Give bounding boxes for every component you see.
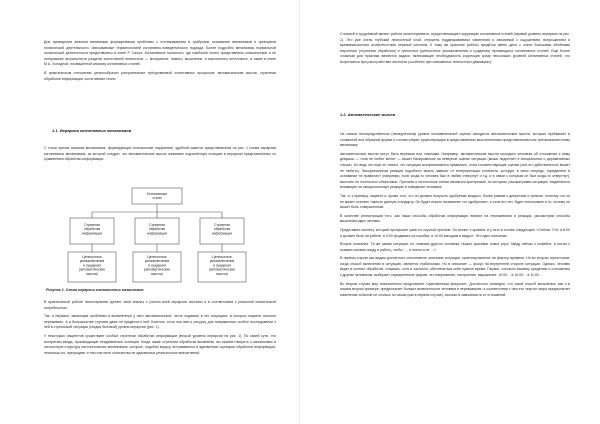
- left-paragraph-2: В практическом отношении целесообразно разграничение трёхуровневой когнитивных процессов: автоматические мысли, стратегии обработки информации, когнитивные стили.: [44, 70, 276, 81]
- strategy-label-2: Стратегии обработки информации: [146, 223, 168, 236]
- left-paragraph-1: Для проведения анализа механизма формирования проблемы с отслеживанием в трибунале понимание механизмов и принципов психической деятельности, описываемые терминологией когнитивно-поведенческого подхода. Более подробно механизмы нормальной психической деятельности представлены в книге Р. Салли. Когнитивные психологи, где наиболее полно представлены классические и не потерявшие актуальности разделы когнитивной психологии — восприятие, память, мышление, и мысленного интеллекта, а также в книге М.А. Холодной, посвящённой анализу когнитивных стилей.: [44, 40, 276, 67]
- hierarchy-diagram-svg: [62, 186, 252, 286]
- left-paragraph-3: С точки зрения анализа механизмов, формирующих психические нарушения, удобной кажется представленная на рис. 1 схема иерархии когнитивных механизмов, из которой следует, что автоматические мысли занимают подчинённую позицию в иерархии представленных со сравнением обработки информации.: [44, 146, 276, 162]
- thoughts-label-2: Ценностные умозаключения и суждения (автоматические мысли): [143, 255, 171, 276]
- left-paragraph-4: В практической работе психотерапевт делает свой анализ с учетом всей иерархии системы и в соответствии с реальной клинической потребностью.: [44, 300, 276, 310]
- figure-caption: Рисунок 1. Схема иерархии когнитивных механизмов: [46, 288, 144, 292]
- right-paragraph-2: На самом непосредственном (немедленном) уровне познавательной оценки находится автоматические мысли, которые пребывают в словесной или образной форме и соответствуют существующим в представлениях мыслительным представлениям или трёхкомпонентному механизму.: [340, 132, 570, 148]
- right-paragraph-3: Автоматические мысли могут быть верными или ложными. Например, автоматические мысли молодого человека об отношении к нему девушки — «она не любит меня» — может базироваться на неверной оценке ситуации (мышь недостаёт в специальных и деривативных точках). Но ведь это ещё не значит, что ситуация воспринимается правильно, если соответствующие оценки (она его действительно может не любить). Эмоциональная реакция подобного мысль зависит от интерпретации контекста, которую, в свою очередь, определяют в основании «в правилах» (например, если когда-то человек был в любви отвергнут и т.д. и в связи с которым он был когда-то отвергнут), мыслить не полностью объективно. Причины и личностные схемы являются критериями, по которым, рассматривая ситуацию, выделяются влияющие на эмоциональную реакцию и поведение человека.: [340, 151, 570, 190]
- right-paragraph-9: Во втором случае мир показательно представлен «чувственным фокусом». Достаточно очевидно, что такой способ мышления, как и в нашем втором примере, предполагает больше включенности человека в переживания, и соответствии с чем его «карта» мира предполагает изменение событий не столько по часам (как в первом случае), сколько в зависимости от отношений.: [340, 281, 570, 297]
- cognitive-styles-label: Когнитивные стили: [146, 192, 168, 201]
- right-column: [340, 32, 570, 66]
- left-paragraph-5: Так, и неравно, являющие проблемы и выявленную у него автоматической, легче подавать в тех ситуациях, в которых пациент склонен переживать. А в большинстве случаев даже не придётся к ней. Конечно, если они ими к ресурсу для направления особое исследование к ней в стрессовой ситуации (стадия бытовой) уровня иерархии (рис. 1).: [44, 314, 276, 330]
- right-paragraph-6: Представьте коллегу, который пропускает ужин по скучной причине. Он встает с кровати, в у него в голове следующее: «Сейчас 7:00, в 8:00 я должен быть на работе, в 9:00 продавать на коробка, а 14:00 выходим в ведро». Это одно описание.: [340, 227, 570, 238]
- right-column-2: [340, 132, 570, 298]
- section-heading-1-2: 1.2. Автоматические мысли: [340, 112, 396, 117]
- strategy-label-1: Стратегии обработки информации: [81, 223, 103, 236]
- right-paragraph-1: Сложной и трудоёмкой являет работа психотерапевта, осуществляющего коррекцию когнитивных стилей (первый уровень иерархии на рис. 1). Это уже очень глубокий личностный слой, стержень поддерживаемых изменения и связанный с ощущением, вопрошанием и времявыношения особенностями нервной системы. К тому же практике работы придётся иметь дело с очень большими объёмами изученных (стратегии обработки) и третичных (ценностные умозаключения и суждения) производных когнитивных стилей. Еще более сложным для практики являются задачи, включающие необходимость коррекции сразу нескольких уровней когнитивных стилей, что встречается при расстройствах личности (особенно при смешанных личностных девиациях).: [340, 32, 570, 64]
- right-paragraph-5: В качестве иллюстрации того, как наши способы обработки информации влияют на переживания и реакции, рассмотрим способы мышления двух человек.: [340, 213, 570, 224]
- left-column-2: [44, 146, 276, 163]
- left-column: [44, 40, 276, 82]
- right-page: [300, 0, 600, 424]
- left-paragraph-6: У некоторых пациентов существуют особые стратегии обработки информации (второй уровень иерархии на рис. 1). По своей сути, это алгоритмы ввода, производящие неадекватные когниции. Когда также стратегии обработки выявлены, вы можем говорить о механизмах в личностную структуру патологических механизмов, которые, подобно вирусу, встраиваются в адекватные сценарии обработки информации, несколько их, преращают и тем или иное количество не адекватных реальностью впечатлений.: [44, 333, 276, 355]
- right-paragraph-8: В первом случае мы видим достаточно сенситивное описание ситуации, ориентированное на фактор времени. Но во втором хронотопом, когда способ включения в ситуацию, является стабильным. Но в описание — фокус на внутренней стороне ситуации. Однако, человек ведет в контакт обработки, стараясь, хотя и частично, обеспечиться себе нужное время. Первое, согласно вашему суждению и отношению к другим человеком, выбирает определенные формы: это напряжение, настроение, выражение: 10:00… в 10:00… в 11:00…: [340, 256, 570, 278]
- thoughts-label-3: Ценностные умозаключения и суждения (автоматические мысли): [208, 255, 236, 276]
- right-paragraph-7: Второе описание. Та же самая ситуация, но главным другого человека «Какое красивое новое утро! Зайду сейчас к кофейне, а потом с новыми силами поиду в работу, чтобы …, и потом я не …»: [340, 242, 570, 252]
- section-heading-1-1: 1.1. Иерархия когнитивных механизмов: [52, 128, 132, 133]
- hierarchy-diagram: [62, 186, 252, 286]
- strategy-label-3: Стратегии обработки информации: [211, 223, 233, 236]
- right-paragraph-4: Так, и, к примеру, пациент и, кроме того, что он должен получить одобрение каждого, более уязвим к депрессии и тревоге, поэтому что он не может осилить тяжесть данную стандарту. Он будет искать понимание «от одобрения», а если его нет, будет испытывать и то, почему не может быть совершенным.: [340, 193, 570, 210]
- left-column-3: [44, 300, 276, 356]
- thoughts-label-1: Ценностные умозаключения и суждения (автоматические мысли): [78, 255, 106, 276]
